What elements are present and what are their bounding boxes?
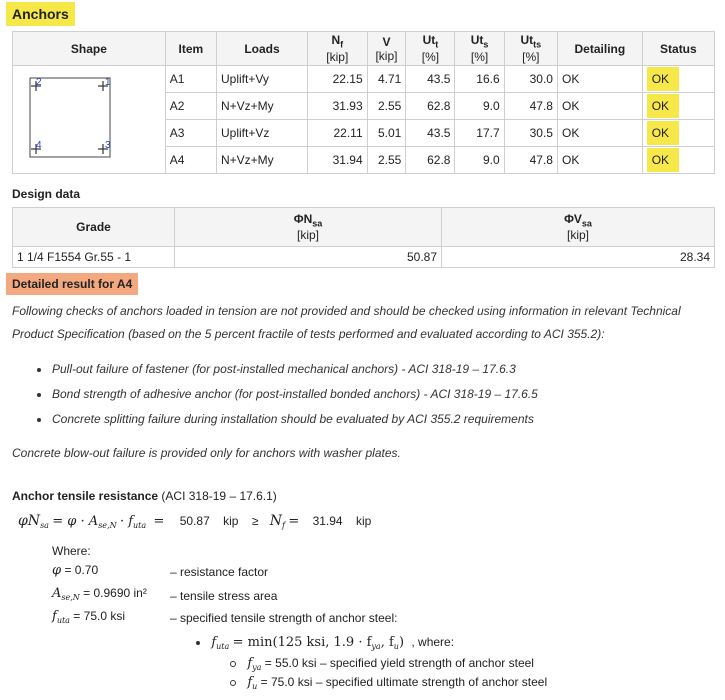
ase-symbol: A — [52, 586, 62, 601]
nf-subscript: f — [282, 521, 285, 530]
formula-rhs2: , f — [380, 635, 394, 650]
nsa-unit: kip — [223, 514, 239, 528]
row-uts: 17.7 — [455, 120, 504, 147]
status-badge: OK — [647, 67, 679, 91]
fu-definition — [230, 675, 547, 690]
where-label: Where: — [52, 544, 91, 558]
anchor-shape-cell — [13, 66, 166, 174]
futa-formula — [196, 635, 454, 650]
table-row — [13, 247, 715, 268]
nf-value: 31.94 — [312, 514, 343, 528]
table-row — [13, 66, 715, 93]
row-detailing: OK — [557, 147, 642, 174]
row-nf: 31.93 — [308, 93, 368, 120]
list-item: Pull-out failure of fastener (for post-installed mechanical anchors) - ACI 318-19 – 17.6.3 — [12, 357, 712, 382]
bullet-circle — [230, 661, 236, 667]
anchor-label-1: 1 — [105, 77, 111, 88]
list-item: Concrete splitting failure during installation should be evaluated by ACI 355.2 requirements — [12, 407, 712, 432]
row-utts: 30.5 — [504, 120, 557, 147]
utt-unit: [%] — [421, 49, 440, 64]
row-utt: 43.5 — [406, 66, 455, 93]
phi-symbol: φ — [52, 563, 62, 578]
row-utts: 47.8 — [504, 93, 557, 120]
detailed-result-title: Detailed result for A4 — [6, 273, 138, 295]
row-status — [642, 120, 714, 147]
tensile-equation — [18, 513, 371, 529]
anchor-layout-diagram — [13, 66, 150, 170]
fya-symbol: f — [247, 656, 253, 671]
status-badge: OK — [647, 94, 679, 118]
row-uts: 16.6 — [455, 66, 504, 93]
row-loads: N+Vz+My — [216, 93, 307, 120]
col-v — [367, 32, 406, 66]
list-item: Bond strength of adhesive anchor (for post-installed bonded anchors) - ACI 318-19 – 17.6.5 — [12, 382, 712, 407]
formula-f-sub: uta — [216, 642, 230, 651]
phi-definition — [52, 563, 98, 578]
col-utts — [504, 32, 557, 66]
phi-description: – resistance factor — [170, 565, 269, 579]
row-status — [642, 66, 714, 93]
row-nf: 31.94 — [308, 147, 368, 174]
row-item: A4 — [165, 147, 216, 174]
col-nf — [308, 32, 368, 66]
status-badge: OK — [647, 148, 679, 172]
tensile-reference: (ACI 318-19 – 17.6.1) — [161, 489, 277, 503]
nf-symbol: N — [269, 513, 282, 529]
design-data-label: Design data — [12, 187, 81, 201]
nsa-value: 50.87 — [179, 514, 210, 528]
phi-nsa-unit: [kip] — [296, 228, 319, 243]
row-utts: 47.8 — [504, 147, 557, 174]
formula-rhs: = min(125 ksi, 1.9 · f — [232, 635, 372, 650]
phi-nsa-subscript: sa — [312, 218, 323, 229]
futa-subscript: uta — [56, 616, 70, 625]
nf-unit: [kip] — [326, 49, 349, 64]
row-uts: 9.0 — [455, 93, 504, 120]
phi-vsa-unit: [kip] — [566, 228, 589, 243]
utts-unit: [%] — [522, 49, 540, 64]
bullet-circle — [230, 680, 236, 686]
nf-unit: kip — [355, 514, 372, 528]
row-utts: 30.0 — [504, 66, 557, 93]
base-plate-outline — [30, 78, 110, 157]
row-loads: Uplift+Vy — [216, 66, 307, 93]
phi-vsa-value: 28.34 — [442, 247, 715, 268]
row-utt: 62.8 — [406, 147, 455, 174]
checks-list — [12, 357, 712, 432]
row-v: 5.01 — [367, 120, 406, 147]
row-v: 2.55 — [367, 93, 406, 120]
anchors-title: Anchors — [6, 2, 75, 26]
eq-mid2-sub: uta — [133, 521, 147, 530]
row-v: 4.71 — [367, 66, 406, 93]
tensile-resistance-heading — [12, 489, 277, 503]
col-uts — [455, 32, 504, 66]
uts-subscript: s — [483, 39, 489, 50]
futa-definition — [52, 609, 125, 624]
row-detailing: OK — [557, 120, 642, 147]
row-uts: 9.0 — [455, 147, 504, 174]
utt-symbol: Ut — [422, 33, 436, 48]
utts-subscript: ts — [533, 39, 542, 50]
col-detailing: Detailing — [557, 32, 642, 66]
anchor-label-4: 4 — [36, 140, 42, 151]
row-v: 2.55 — [367, 147, 406, 174]
ge-sign: ≥ — [251, 514, 259, 528]
fya-definition — [230, 656, 534, 671]
nf-subscript: f — [340, 39, 344, 50]
uts-symbol: Ut — [470, 33, 484, 48]
row-nf: 22.15 — [308, 66, 368, 93]
col-utt — [406, 32, 455, 66]
futa-value: = 75.0 ksi — [73, 609, 125, 623]
row-nf: 22.11 — [308, 120, 368, 147]
formula-where: , where: — [411, 635, 455, 649]
fu-symbol: f — [247, 675, 253, 690]
tensile-title: Anchor tensile resistance — [12, 489, 159, 503]
formula-f: f — [211, 635, 217, 650]
phi-vsa-symbol: ΦV — [564, 211, 582, 226]
ase-definition — [52, 586, 147, 601]
phi-nsa-value: 50.87 — [175, 247, 442, 268]
row-status — [642, 147, 714, 174]
row-loads: Uplift+Vz — [216, 120, 307, 147]
v-unit: [kip] — [375, 48, 398, 63]
col-status: Status — [642, 32, 714, 66]
eq-mid-sub: se,N — [98, 521, 117, 530]
fya-text: = 55.0 ksi – specified yield strength of anchor steel — [264, 656, 534, 670]
nf-equals: = — [288, 514, 300, 529]
ase-value: = 0.9690 in² — [83, 586, 147, 600]
row-detailing: OK — [557, 66, 642, 93]
design-data-table — [12, 207, 715, 268]
phi-value: = 0.70 — [64, 563, 99, 577]
row-item: A3 — [165, 120, 216, 147]
eq-mid2: · f — [119, 514, 134, 529]
formula-rhs-sub: ya — [371, 642, 381, 651]
row-utt: 62.8 — [406, 93, 455, 120]
fu-text: = 75.0 ksi – specified ultimate strength of anchor steel — [260, 675, 548, 689]
col-item: Item — [165, 32, 216, 66]
anchor-marks — [31, 81, 108, 154]
utt-subscript: t — [435, 39, 439, 50]
eq-lhs-sub: sa — [40, 521, 49, 530]
status-badge: OK — [647, 121, 679, 145]
anchors-table-header — [13, 32, 715, 66]
design-data-header — [13, 208, 715, 247]
row-item: A1 — [165, 66, 216, 93]
row-item: A2 — [165, 93, 216, 120]
col-loads: Loads — [216, 32, 307, 66]
row-status — [642, 93, 714, 120]
intro-paragraph: Following checks of anchors loaded in tension are not provided and should be checked using information in relevant Technical Product Specification (based on the 5 percent fractile of tests performed and evaluated according to ACI 355.2): — [12, 304, 681, 341]
col-grade: Grade — [13, 208, 175, 247]
col-phi-vsa — [442, 208, 715, 247]
phi-vsa-subscript: sa — [581, 218, 592, 229]
eq-lhs: φN — [18, 513, 41, 529]
col-phi-nsa — [175, 208, 442, 247]
blowout-note: Concrete blow-out failure is provided only for anchors with washer plates. — [12, 446, 401, 460]
row-detailing: OK — [557, 93, 642, 120]
nf-symbol: N — [331, 33, 341, 48]
anchor-label-3: 3 — [105, 140, 111, 151]
formula-rhs3: ) — [398, 635, 405, 650]
anchor-label-2: 2 — [36, 77, 42, 88]
futa-description: – specified tensile strength of anchor steel: — [170, 611, 398, 625]
eq-mid: = φ · A — [52, 514, 99, 529]
ase-subscript: se,N — [61, 593, 80, 602]
ase-description: – tensile stress area — [170, 589, 278, 603]
utts-symbol: Ut — [520, 33, 534, 48]
uts-unit: [%] — [470, 49, 489, 64]
bullet-dot — [196, 641, 200, 645]
fya-subscript: ya — [252, 663, 262, 672]
fu-subscript: u — [252, 682, 258, 691]
eq-equals: = — [153, 514, 165, 529]
v-symbol: V — [382, 34, 391, 49]
row-utt: 43.5 — [406, 120, 455, 147]
anchors-table — [12, 31, 715, 174]
col-shape: Shape — [13, 32, 166, 66]
futa-symbol: f — [52, 609, 57, 624]
row-loads: N+Vz+My — [216, 147, 307, 174]
formula-rhs2-sub: u — [393, 642, 399, 651]
grade-value: 1 1/4 F1554 Gr.55 - 1 — [13, 247, 175, 268]
phi-nsa-symbol: ΦN — [293, 211, 313, 226]
